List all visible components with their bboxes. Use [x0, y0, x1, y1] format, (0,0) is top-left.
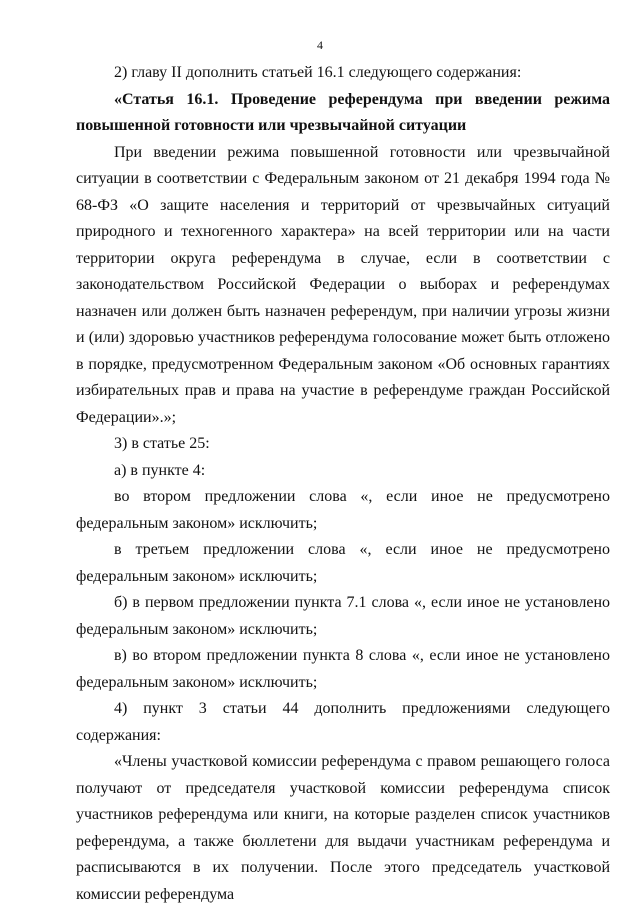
paragraph-item-7-1: б) в первом предложении пункта 7.1 слова «, если иное не установлено федеральным законом» исключить; — [76, 594, 610, 638]
page-number: 4 — [317, 38, 323, 52]
paragraph-commission-members: «Члены участковой комиссии референдума с правом решающего голоса получают от председателя участковой комиссии референдума список участников референдума или книги, на которые разделен список участников референдума, а также бюллетени для выдачи участникам референдума и расписываются в их получении. После этого председатель участковой комиссии референдума — [76, 753, 610, 903]
paragraph-item-4: а) в пункте 4: — [114, 461, 206, 479]
paragraph-third-sentence: в третьем предложении слова «, если иное не предусмотрено федеральным законом» исключить; — [76, 541, 610, 585]
document-body — [76, 60, 610, 908]
paragraph-amendment-chapter-2: 2) главу II дополнить статьей 16.1 следующего содержания: — [114, 64, 522, 81]
paragraph-article-16-1: При введении режима повышенной готовности или чрезвычайной ситуации в соответствии с Федеральным законом от 21 декабря 1994 года № 68-ФЗ «О защите населения и территорий от чрезвычайных ситуаций природного и техногенного характера» на всей территории или на части территории округа референдума в случае, если в соответствии с законодательством Российской Федерации о выборах и референдумах назначен или должен быть назначен референдум, при наличии угрозы жизни и (или) здоровью участников референдума голосование может быть отложено в порядке, предусмотренном Федеральным законом «Об основных гарантиях избирательных прав и права на участие в референдуме граждан Российской Федерации».»; — [76, 143, 610, 426]
article-heading: «Статья 16.1. Проведение референдума при введении режима повышенной готовности или чрезвычайной ситуации — [76, 90, 610, 134]
paragraph-amendment-article-25: 3) в статье 25: — [114, 435, 210, 452]
paragraph-second-sentence: во втором предложении слова «, если иное не предусмотрено федеральным законом» исключить; — [76, 488, 610, 532]
paragraph-item-8: в) во втором предложении пункта 8 слова «, если иное не установлено федеральным законом» исключить; — [76, 647, 610, 691]
paragraph-amendment-article-44: 4) пункт 3 статьи 44 дополнить предложениями следующего содержания: — [76, 700, 610, 744]
